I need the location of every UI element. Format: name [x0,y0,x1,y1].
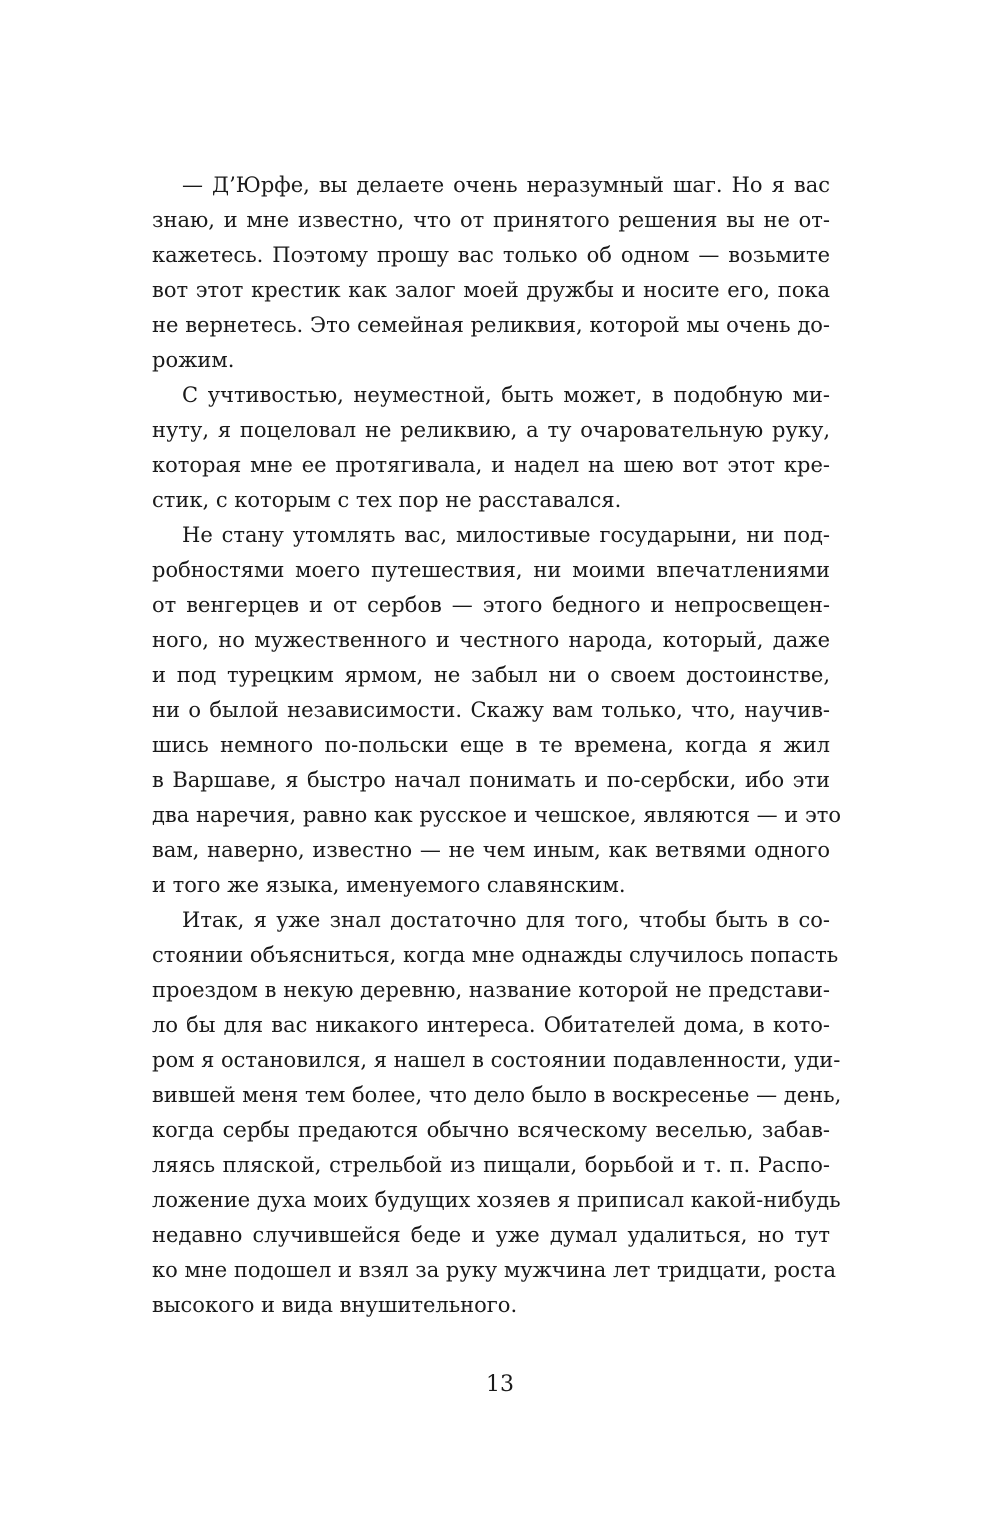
text-line: Не стану утомлять вас, милостивые государыни, ни под- [182,523,830,547]
text-line: когда сербы предаются обычно всяческому веселью, забав- [152,1118,830,1142]
text-line: ни о былой независимости. Скажу вам только, что, научив- [152,698,830,722]
text-line: стик, с которым с тех пор не расставался. [152,488,622,512]
text-line: рожим. [152,348,235,372]
text-line: ного, но мужественного и честного народа, который, даже [152,628,830,652]
text-line: знаю, и мне известно, что от принятого решения вы не от- [152,208,830,232]
paragraph [152,903,842,1323]
text-line: которая мне ее протягивала, и надел на шею вот этот кре- [152,453,830,477]
body-text [152,168,842,1323]
text-line: ло бы для вас никакого интереса. Обитателей дома, в кото- [152,1013,830,1037]
text-line: нуту, я поцеловал не реликвию, а ту очаровательную руку, [152,418,830,442]
text-line: от венгерцев и от сербов — этого бедного и непросвещен- [152,593,830,617]
text-line: вам, наверно, известно — не чем иным, как ветвями одного [152,838,830,862]
text-line: недавно случившейся беде и уже думал удалиться, но тут [152,1223,830,1247]
text-line: и того же языка, именуемого славянским. [152,873,626,897]
text-line: высокого и вида внушительного. [152,1293,518,1317]
text-line: — Д’Юрфе, вы делаете очень неразумный шаг. Но я вас [182,173,830,197]
text-line: ляясь пляской, стрельбой из пищали, борьбой и т. п. Распо- [152,1153,830,1177]
text-line: кажетесь. Поэтому прошу вас только об одном — возьмите [152,243,830,267]
text-line: два наречия, равно как русское и чешское, являются — и это [152,803,841,827]
text-line: шись немного по-польски еще в те времена, когда я жил [152,733,830,757]
text-line: вот этот крестик как залог моей дружбы и носите его, пока [152,278,830,302]
page-number: 13 [486,1372,514,1397]
text-line: Итак, я уже знал достаточно для того, чтобы быть в со- [182,908,830,932]
paragraph [152,378,830,518]
text-line: и под турецким ярмом, не забыл ни о своем достоинстве, [152,663,830,687]
text-line: С учтивостью, неуместной, быть может, в подобную ми- [182,383,830,407]
text-line: проездом в некую деревню, название которой не представи- [152,978,830,1002]
text-line: ром я остановился, я нашел в состоянии подавленности, уди- [152,1048,841,1072]
text-line: ложение духа моих будущих хозяев я приписал какой-нибудь [152,1188,841,1212]
text-line: не вернетесь. Это семейная реликвия, которой мы очень до- [152,313,830,337]
text-line: ко мне подошел и взял за руку мужчина лет тридцати, роста [152,1258,836,1282]
paragraph [152,168,830,378]
text-line: робностями моего путешествия, ни моими впечатлениями [152,558,830,582]
text-line: вившей меня тем более, что дело было в воскресенье — день, [152,1083,842,1107]
text-line: в Варшаве, я быстро начал понимать и по-сербски, ибо эти [152,768,830,792]
paragraph [152,518,841,903]
text-line: стоянии объясниться, когда мне однажды случилось попасть [152,943,839,967]
